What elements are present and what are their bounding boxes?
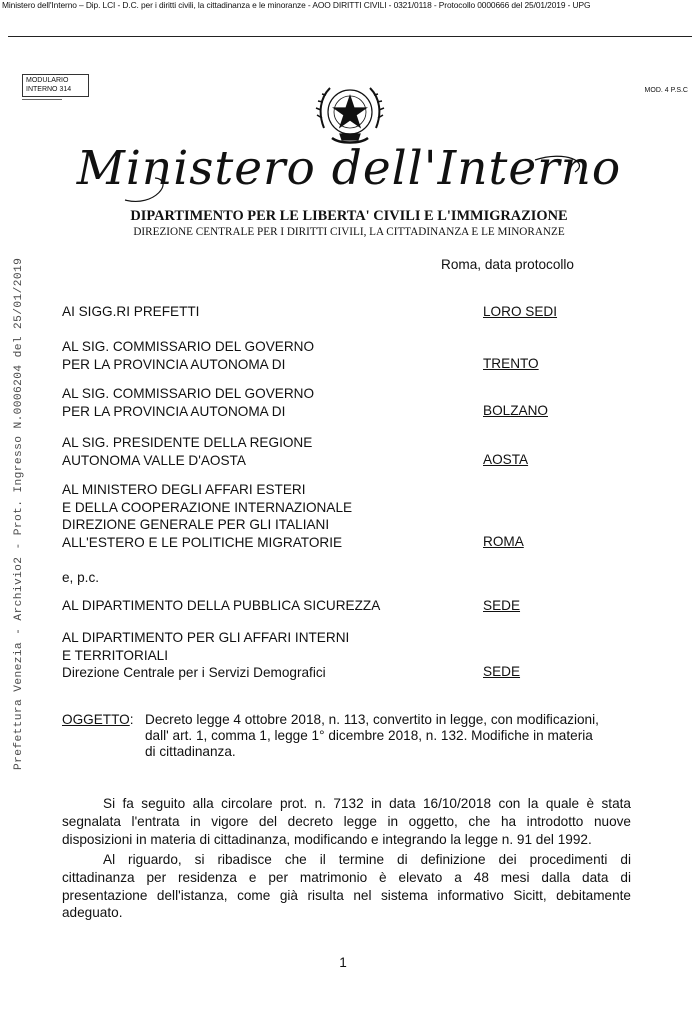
header-rule	[8, 36, 692, 37]
recipient-line: PER LA PROVINCIA AUTONOMA DI	[62, 356, 286, 372]
recipient-line: AI SIGG.RI PREFETTI	[62, 304, 200, 319]
recipient-line: E DELLA COOPERAZIONE INTERNAZIONALE	[62, 499, 353, 515]
page-number: 1	[339, 955, 347, 970]
subject-colon: :	[129, 712, 134, 727]
cc-recipient-2-location: SEDE	[483, 664, 521, 679]
body-line: adeguato.	[62, 905, 123, 921]
recipient-2-location: TRENTO	[483, 356, 539, 371]
recipient-line: AL DIPARTIMENTO DELLA PUBBLICA SICUREZZA	[62, 598, 381, 613]
cc-recipient-1-location: SEDE	[483, 598, 521, 613]
body-line: Al riguardo, si ribadisce che il termine di definizione dei procedimenti di	[103, 852, 631, 867]
recipient-line: ALL'ESTERO E LE POLITICHE MIGRATORIE	[62, 534, 343, 550]
registration-side-stamp: Prefettura Venezia - Archivio2 - Prot. Ingresso N.0006204 del 25/01/2019	[13, 257, 25, 770]
body-line: cittadinanza per residenza e per matrimonio è elevato a 48 mesi dalla data di	[62, 869, 631, 885]
department-heading: DIPARTIMENTO PER LE LIBERTA' CIVILI E L'IMMIGRAZIONE	[130, 208, 568, 224]
place-date: Roma, data protocollo	[441, 257, 574, 272]
recipient-5	[62, 481, 352, 551]
recipient-line: PER LA PROVINCIA AUTONOMA DI	[62, 403, 286, 419]
cc-recipient-1	[62, 597, 380, 615]
recipient-line: AL SIG. COMMISSARIO DEL GOVERNO	[62, 339, 315, 354]
recipient-line: AUTONOMA VALLE D'AOSTA	[62, 452, 246, 468]
ministry-title: Ministero dell'Interno	[76, 141, 622, 196]
cc-recipient-2	[62, 629, 349, 682]
subject-line: dall' art. 1, comma 1, legge 1° dicembre 2018, n. 132. Modifiche in materia	[145, 727, 593, 743]
recipient-line: E TERRITORIALI	[62, 647, 169, 663]
recipient-line: Direzione Centrale per i Servizi Demografici	[62, 665, 326, 680]
body-line: presentazione dell'istanza, come già risulta nel sistema informativo Sicitt, debitamente	[62, 887, 631, 903]
recipient-line: AL DIPARTIMENTO PER GLI AFFARI INTERNI	[62, 630, 350, 645]
body-paragraph-2	[62, 851, 631, 922]
body-line: segnalata l'entrata in vigore del decreto legge in oggetto, che ha introdotto nuove	[62, 813, 631, 829]
subject-line: Decreto legge 4 ottobre 2018, n. 113, convertito in legge, con modificazioni,	[145, 712, 599, 727]
body-line: Si fa seguito alla circolare prot. n. 7132 in data 16/10/2018 con la quale è stata	[103, 796, 631, 811]
body-line: disposizioni in materia di cittadinanza, modificando e integrando la legge n. 91 del 1992.	[62, 831, 592, 847]
recipient-5-location: ROMA	[483, 534, 524, 549]
recipient-1	[62, 303, 199, 321]
recipient-line: AL SIG. COMMISSARIO DEL GOVERNO	[62, 386, 315, 401]
recipient-1-location: LORO SEDI	[483, 304, 558, 319]
modulario-underline	[22, 99, 62, 103]
subject-label-wrap	[62, 712, 134, 727]
recipient-4	[62, 434, 312, 469]
modulario-line-1: MODULARIO	[26, 77, 69, 84]
recipient-line: DIREZIONE GENERALE PER GLI ITALIANI	[62, 517, 330, 532]
recipient-3-location: BOLZANO	[483, 403, 548, 418]
subject-text	[145, 712, 640, 759]
recipient-3	[62, 385, 314, 420]
direction-heading: DIREZIONE CENTRALE PER I DIRITTI CIVILI, LA CITTADINANZA E LE MINORANZE	[133, 226, 565, 238]
recipient-line: AL SIG. PRESIDENTE DELLA REGIONE	[62, 435, 313, 450]
mod-code: MOD. 4 P.S.C	[644, 87, 688, 94]
body-paragraph-1	[62, 795, 631, 848]
recipient-4-location: AOSTA	[483, 452, 529, 467]
per-conoscenza-label: e, p.c.	[62, 570, 100, 585]
protocol-header-line: Ministero dell'Interno – Dip. LCI - D.C. per i diritti civili, la cittadinanza e le minoranze - AOO DIRITTI CIVILI - 0321/0118 - Protocollo 0000666 del 25/01/2019 - UPG	[2, 0, 591, 10]
recipient-line: AL MINISTERO DEGLI AFFARI ESTERI	[62, 482, 306, 497]
modulario-line-2: INTERNO 314	[26, 86, 72, 93]
recipient-2	[62, 338, 314, 373]
modulario-box	[22, 74, 89, 97]
subject-label: OGGETTO	[62, 712, 130, 727]
subject-line: di cittadinanza.	[145, 743, 236, 759]
